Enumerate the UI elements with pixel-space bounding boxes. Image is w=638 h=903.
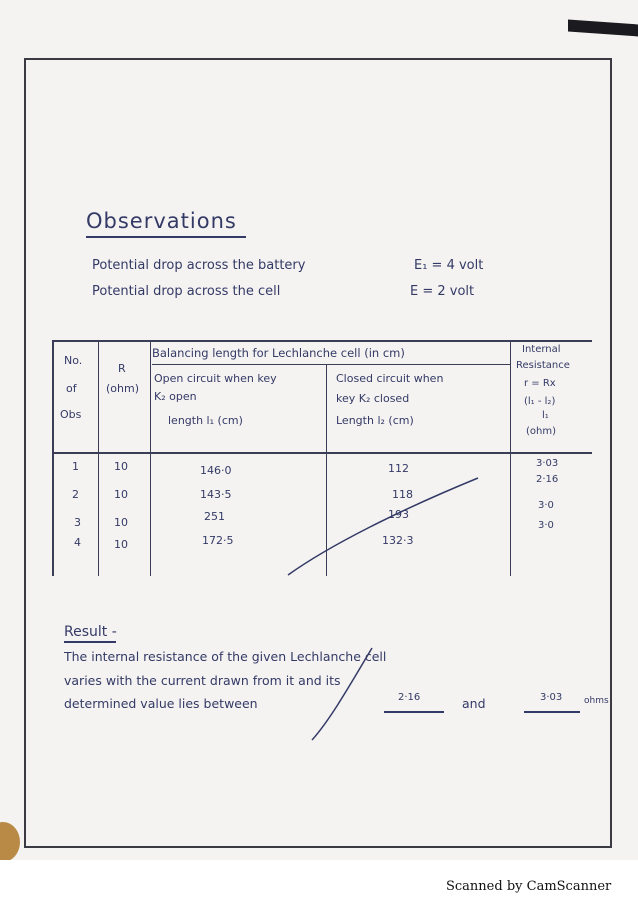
row1-l1: 146·0 xyxy=(200,464,232,477)
battery-value: E₁ = 4 volt xyxy=(414,258,484,273)
result-line-3-text: determined value lies between xyxy=(64,696,258,711)
row3-res: 3·0 xyxy=(538,500,554,511)
row4-l2: 132·3 xyxy=(382,534,414,547)
result-high-value: 3·03 xyxy=(540,692,563,703)
col-r-line1: R xyxy=(118,362,126,375)
internal-header-line2: Resistance xyxy=(516,360,570,371)
row1-l2: 112 xyxy=(388,462,409,475)
row3-r: 10 xyxy=(114,516,128,529)
row3-l2: 193 xyxy=(388,508,409,521)
result-low-value: 2·16 xyxy=(398,692,421,703)
row4-res: 3·0 xyxy=(538,520,554,531)
row3-l1: 251 xyxy=(204,510,225,523)
row2-l2: 118 xyxy=(392,488,413,501)
closed-header-line2: key K₂ closed xyxy=(336,392,410,405)
balancing-header: Balancing length for Lechlanche cell (in cm) xyxy=(152,346,405,360)
closed-header-line1: Closed circuit when xyxy=(336,372,444,385)
open-header-line1: Open circuit when key xyxy=(154,372,277,385)
row1-no: 1 xyxy=(72,460,79,473)
internal-header-line4: (l₁ - l₂) xyxy=(524,396,556,407)
closed-header-line3: Length l₂ (cm) xyxy=(336,414,414,427)
row2-no: 2 xyxy=(72,488,79,501)
cell-value: E = 2 volt xyxy=(410,284,475,299)
result-strike-line xyxy=(312,648,372,740)
row4-l1: 172·5 xyxy=(202,534,234,547)
table-strike-line xyxy=(288,478,478,575)
row3-no: 3 xyxy=(74,516,81,529)
col-no-line2: of xyxy=(66,382,77,395)
internal-header-line5: l₁ xyxy=(542,410,549,421)
internal-header-line6: (ohm) xyxy=(526,426,556,437)
row2-l1: 143·5 xyxy=(200,488,232,501)
internal-header-line1: Internal xyxy=(522,344,561,355)
row1-res: 3·03 xyxy=(536,458,559,469)
cell-label: Potential drop across the cell xyxy=(92,284,281,299)
result-line-1: The internal resistance of the given Lechlanche cell xyxy=(64,649,387,664)
result-heading: Result - xyxy=(64,624,117,640)
result-and: and xyxy=(462,696,486,711)
scanner-watermark: Scanned by CamScanner xyxy=(446,879,612,894)
open-header-line3: length l₁ (cm) xyxy=(168,414,243,427)
battery-label: Potential drop across the battery xyxy=(92,258,306,273)
row2-r: 10 xyxy=(114,488,128,501)
result-line-2: varies with the current drawn from it and its xyxy=(64,673,341,688)
col-no-line1: No. xyxy=(64,354,83,367)
observations-heading: Observations xyxy=(86,209,237,233)
row1-r: 10 xyxy=(114,460,128,473)
open-header-line2: K₂ open xyxy=(154,390,197,403)
row4-r: 10 xyxy=(114,538,128,551)
result-unit: ohms xyxy=(584,696,609,706)
col-r-line2: (ohm) xyxy=(106,382,139,395)
row2-res: 2·16 xyxy=(536,474,559,485)
row4-no: 4 xyxy=(74,536,81,549)
col-no-line3: Obs xyxy=(60,408,82,421)
internal-header-line3: r = Rx xyxy=(524,378,556,389)
